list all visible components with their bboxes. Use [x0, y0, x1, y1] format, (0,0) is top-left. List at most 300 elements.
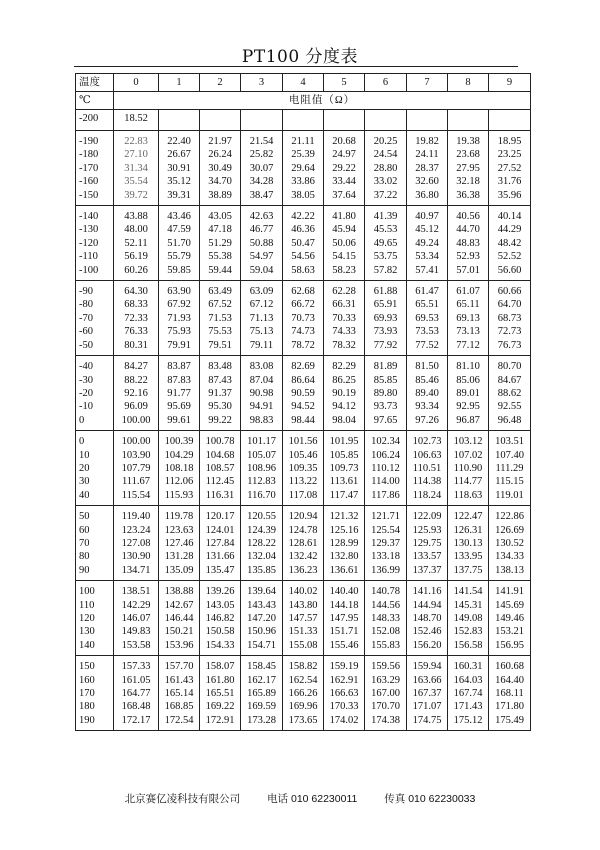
resistance-cell: 118.63 [448, 489, 489, 506]
resistance-cell: 34.28 [241, 175, 283, 188]
resistance-cell: 44.29 [489, 223, 531, 236]
temperature-cell: -20 [76, 387, 114, 400]
resistance-cell: 165.51 [200, 687, 241, 700]
resistance-cell: 40.56 [448, 206, 489, 224]
resistance-cell: 96.87 [448, 414, 489, 431]
resistance-cell: 71.13 [241, 312, 283, 325]
resistance-cell: 137.37 [407, 564, 448, 581]
resistance-cell: 171.43 [448, 700, 489, 713]
col-header: 2 [200, 74, 241, 92]
temperature-cell: -50 [76, 339, 114, 356]
resistance-cell: 123.24 [114, 524, 159, 537]
temperature-cell: -150 [76, 189, 114, 206]
resistance-cell: 130.13 [448, 537, 489, 550]
resistance-cell: 22.83 [114, 131, 159, 149]
resistance-cell: 100.00 [114, 431, 159, 449]
resistance-cell: 90.19 [324, 387, 365, 400]
table-row [76, 687, 531, 700]
resistance-cell: 81.50 [407, 356, 448, 374]
col-header: 8 [448, 74, 489, 92]
temperature-cell: -60 [76, 325, 114, 338]
fax-number: 传真 010 62230033 [384, 793, 476, 805]
table-row [76, 537, 531, 550]
resistance-cell: 89.80 [365, 387, 407, 400]
resistance-cell: 161.05 [114, 674, 159, 687]
table-row [76, 564, 531, 581]
resistance-cell: 25.39 [283, 148, 324, 161]
temperature-cell: -100 [76, 264, 114, 281]
resistance-cell: 48.00 [114, 223, 159, 236]
resistance-cell: 159.94 [407, 656, 448, 674]
resistance-cell: 101.95 [324, 431, 365, 449]
resistance-cell: 100.78 [200, 431, 241, 449]
resistance-cell: 174.02 [324, 714, 365, 731]
resistance-cell: 60.66 [489, 281, 531, 299]
resistance-cell: 25.82 [241, 148, 283, 161]
resistance-cell: 85.46 [407, 374, 448, 387]
resistance-cell: 133.57 [407, 550, 448, 563]
resistance-cell: 61.47 [407, 281, 448, 299]
temperature-cell: -10 [76, 400, 114, 413]
resistance-cell: 43.46 [159, 206, 200, 224]
resistance-cell: 103.12 [448, 431, 489, 449]
resistance-cell: 42.63 [241, 206, 283, 224]
resistance-cell: 150.21 [159, 625, 200, 638]
resistance-cell: 29.64 [283, 162, 324, 175]
resistance-cell: 162.91 [324, 674, 365, 687]
resistance-cell: 94.12 [324, 400, 365, 413]
resistance-cell: 67.52 [200, 298, 241, 311]
temperature-cell: -110 [76, 250, 114, 263]
resistance-cell: 122.86 [489, 506, 531, 524]
resistance-cell: 80.70 [489, 356, 531, 374]
resistance-cell: 95.69 [159, 400, 200, 413]
resistance-cell: 134.71 [114, 564, 159, 581]
resistance-cell: 128.99 [324, 537, 365, 550]
resistance-cell: 151.33 [283, 625, 324, 638]
resistance-cell: 52.52 [489, 250, 531, 263]
resistance-cell: 120.17 [200, 506, 241, 524]
resistance-cell: 171.07 [407, 700, 448, 713]
resistance-cell: 119.40 [114, 506, 159, 524]
resistance-cell: 114.00 [365, 475, 407, 488]
resistance-cell: 105.85 [324, 449, 365, 462]
temperature-cell: -30 [76, 374, 114, 387]
col-header: 7 [407, 74, 448, 92]
resistance-cell: 104.68 [200, 449, 241, 462]
header-row [76, 74, 531, 92]
col-header: 5 [324, 74, 365, 92]
resistance-cell: 28.37 [407, 162, 448, 175]
resistance-cell: 90.98 [241, 387, 283, 400]
resistance-cell: 106.24 [365, 449, 407, 462]
table-row [76, 223, 531, 236]
resistance-cell: 107.79 [114, 462, 159, 475]
temperature-cell: 180 [76, 700, 114, 713]
table-row [76, 449, 531, 462]
resistance-cell: 58.23 [324, 264, 365, 281]
resistance-cell: 107.02 [448, 449, 489, 462]
resistance-cell: 142.29 [114, 599, 159, 612]
resistance-cell: 74.33 [324, 325, 365, 338]
resistance-cell: 138.88 [159, 581, 200, 599]
resistance-cell: 57.01 [448, 264, 489, 281]
resistance-cell: 24.54 [365, 148, 407, 161]
resistance-cell: 105.07 [241, 449, 283, 462]
resistance-cell: 21.97 [200, 131, 241, 149]
table-row [76, 639, 531, 656]
resistance-cell: 115.54 [114, 489, 159, 506]
resistance-cell: 124.39 [241, 524, 283, 537]
resistance-cell: 50.47 [283, 237, 324, 250]
resistance-cell: 107.40 [489, 449, 531, 462]
resistance-cell: 169.96 [283, 700, 324, 713]
company-name: 北京赛亿凌科技有限公司 [124, 793, 241, 805]
table-row [76, 656, 531, 674]
table-row [76, 581, 531, 599]
resistance-cell: 77.52 [407, 339, 448, 356]
resistance-cell: 59.04 [241, 264, 283, 281]
resistance-cell: 146.82 [200, 612, 241, 625]
resistance-cell: 93.34 [407, 400, 448, 413]
resistance-cell: 78.72 [283, 339, 324, 356]
resistance-cell: 24.97 [324, 148, 365, 161]
resistance-cell: 129.37 [365, 537, 407, 550]
pt100-table [75, 73, 531, 731]
resistance-cell: 175.49 [489, 714, 531, 731]
resistance-cell: 119.78 [159, 506, 200, 524]
resistance-cell: 103.51 [489, 431, 531, 449]
resistance-cell: 137.75 [448, 564, 489, 581]
resistance-cell: 136.23 [283, 564, 324, 581]
resistance-cell: 75.93 [159, 325, 200, 338]
resistance-cell: 97.26 [407, 414, 448, 431]
resistance-cell: 125.93 [407, 524, 448, 537]
resistance-cell: 114.38 [407, 475, 448, 488]
resistance-cell: 132.80 [324, 550, 365, 563]
resistance-cell: 68.73 [489, 312, 531, 325]
resistance-cell: 30.07 [241, 162, 283, 175]
resistance-cell: 174.38 [365, 714, 407, 731]
temperature-cell: 110 [76, 599, 114, 612]
resistance-cell: 69.53 [407, 312, 448, 325]
resistance-cell: 146.44 [159, 612, 200, 625]
resistance-cell: 84.67 [489, 374, 531, 387]
resistance-cell: 126.69 [489, 524, 531, 537]
phone-number: 电话 010 62230011 [267, 793, 358, 805]
table-row [76, 356, 531, 374]
table-row [76, 524, 531, 537]
resistance-cell: 166.26 [283, 687, 324, 700]
resistance-cell: 84.27 [114, 356, 159, 374]
resistance-cell: 140.78 [365, 581, 407, 599]
resistance-cell: 98.04 [324, 414, 365, 431]
resistance-cell: 87.43 [200, 374, 241, 387]
resistance-cell: 174.75 [407, 714, 448, 731]
resistance-cell: 92.16 [114, 387, 159, 400]
resistance-cell: 130.90 [114, 550, 159, 563]
resistance-cell: 112.83 [241, 475, 283, 488]
temperature-cell: -190 [76, 131, 114, 149]
resistance-cell: 37.22 [365, 189, 407, 206]
resistance-cell: 79.91 [159, 339, 200, 356]
resistance-cell: 44.70 [448, 223, 489, 236]
resistance-cell: 124.01 [200, 524, 241, 537]
resistance-cell: 49.24 [407, 237, 448, 250]
resistance-cell: 158.82 [283, 656, 324, 674]
resistance-cell: 122.47 [448, 506, 489, 524]
resistance-cell: 148.70 [407, 612, 448, 625]
resistance-cell: 33.02 [365, 175, 407, 188]
resistance-cell: 52.11 [114, 237, 159, 250]
resistance-cell: 163.66 [407, 674, 448, 687]
resistance-cell: 27.52 [489, 162, 531, 175]
resistance-cell: 159.19 [324, 656, 365, 674]
resistance-cell: 73.93 [365, 325, 407, 338]
table-row [76, 339, 531, 356]
resistance-cell: 153.58 [114, 639, 159, 656]
resistance-cell: 164.77 [114, 687, 159, 700]
resistance-cell: 62.28 [324, 281, 365, 299]
resistance-cell: 117.86 [365, 489, 407, 506]
resistance-cell: 56.60 [489, 264, 531, 281]
resistance-cell: 138.51 [114, 581, 159, 599]
temperature-cell: -140 [76, 206, 114, 224]
resistance-cell [407, 110, 448, 131]
resistance-cell [365, 110, 407, 131]
resistance-cell: 108.57 [200, 462, 241, 475]
resistance-cell: 81.89 [365, 356, 407, 374]
resistance-cell: 36.38 [448, 189, 489, 206]
table-row [76, 325, 531, 338]
resistance-cell: 82.29 [324, 356, 365, 374]
resistance-cell: 100.39 [159, 431, 200, 449]
resistance-cell: 76.73 [489, 339, 531, 356]
temperature-cell: 40 [76, 489, 114, 506]
resistance-cell: 152.08 [365, 625, 407, 638]
resistance-cell: 73.13 [448, 325, 489, 338]
resistance-cell: 94.52 [283, 400, 324, 413]
resistance-cell: 115.93 [159, 489, 200, 506]
table-row [76, 312, 531, 325]
resistance-cell: 127.08 [114, 537, 159, 550]
temperature-cell: 30 [76, 475, 114, 488]
resistance-cell: 154.71 [241, 639, 283, 656]
table-row [76, 599, 531, 612]
resistance-cell: 38.47 [241, 189, 283, 206]
resistance-cell: 112.45 [200, 475, 241, 488]
resistance-cell: 75.13 [241, 325, 283, 338]
resistance-cell: 102.73 [407, 431, 448, 449]
resistance-cell: 141.91 [489, 581, 531, 599]
resistance-cell: 131.28 [159, 550, 200, 563]
resistance-cell: 111.67 [114, 475, 159, 488]
resistance-cell: 99.22 [200, 414, 241, 431]
resistance-cell: 123.63 [159, 524, 200, 537]
footer [0, 791, 600, 806]
resistance-cell: 139.26 [200, 581, 241, 599]
resistance-cell: 28.80 [365, 162, 407, 175]
table-row [76, 674, 531, 687]
resistance-cell: 47.18 [200, 223, 241, 236]
resistance-cell: 69.93 [365, 312, 407, 325]
resistance-cell: 30.91 [159, 162, 200, 175]
resistance-cell: 79.51 [200, 339, 241, 356]
resistance-cell: 167.00 [365, 687, 407, 700]
col-header: 6 [365, 74, 407, 92]
resistance-cell: 62.68 [283, 281, 324, 299]
resistance-cell: 143.43 [241, 599, 283, 612]
col-header: 3 [241, 74, 283, 92]
temperature-cell: -120 [76, 237, 114, 250]
resistance-cell: 171.80 [489, 700, 531, 713]
resistance-cell: 146.07 [114, 612, 159, 625]
resistance-cell: 77.12 [448, 339, 489, 356]
table-row [76, 612, 531, 625]
table-row [76, 431, 531, 449]
resistance-cell: 136.99 [365, 564, 407, 581]
temperature-cell: -200 [76, 110, 114, 131]
table-row [76, 506, 531, 524]
resistance-cell: 135.47 [200, 564, 241, 581]
resistance-cell: 63.09 [241, 281, 283, 299]
resistance-cell: 150.96 [241, 625, 283, 638]
resistance-cell: 109.73 [324, 462, 365, 475]
resistance-cell: 157.33 [114, 656, 159, 674]
resistance-cell: 26.67 [159, 148, 200, 161]
table-row [76, 414, 531, 431]
resistance-cell: 143.05 [200, 599, 241, 612]
resistance-cell: 33.44 [324, 175, 365, 188]
resistance-cell: 127.46 [159, 537, 200, 550]
temperature-cell: 10 [76, 449, 114, 462]
resistance-cell: 135.09 [159, 564, 200, 581]
resistance-cell: 158.45 [241, 656, 283, 674]
resistance-cell: 94.91 [241, 400, 283, 413]
resistance-cell: 104.29 [159, 449, 200, 462]
col-header: 4 [283, 74, 324, 92]
resistance-cell: 167.37 [407, 687, 448, 700]
resistance-cell: 27.95 [448, 162, 489, 175]
table-row [76, 131, 531, 149]
resistance-cell: 144.94 [407, 599, 448, 612]
resistance-cell: 133.95 [448, 550, 489, 563]
resistance-cell: 132.42 [283, 550, 324, 563]
resistance-cell: 164.03 [448, 674, 489, 687]
resistance-cell: 155.46 [324, 639, 365, 656]
resistance-cell [159, 110, 200, 131]
resistance-cell: 51.70 [159, 237, 200, 250]
resistance-cell: 32.18 [448, 175, 489, 188]
temperature-cell: -170 [76, 162, 114, 175]
resistance-cell: 152.46 [407, 625, 448, 638]
table-row [76, 714, 531, 731]
temp-header: 温度 [76, 74, 114, 92]
resistance-cell: 30.49 [200, 162, 241, 175]
resistance-cell: 149.83 [114, 625, 159, 638]
temperature-cell: -70 [76, 312, 114, 325]
resistance-cell: 139.64 [241, 581, 283, 599]
resistance-cell: 20.68 [324, 131, 365, 149]
resistance-cell: 103.90 [114, 449, 159, 462]
temperature-cell: 50 [76, 506, 114, 524]
temperature-cell: -40 [76, 356, 114, 374]
resistance-cell: 129.75 [407, 537, 448, 550]
resistance-cell: 83.87 [159, 356, 200, 374]
resistance-cell: 37.64 [324, 189, 365, 206]
resistance-cell: 91.37 [200, 387, 241, 400]
resistance-cell: 119.01 [489, 489, 531, 506]
resistance-cell: 78.32 [324, 339, 365, 356]
temperature-cell: 60 [76, 524, 114, 537]
resistance-cell: 106.63 [407, 449, 448, 462]
resistance-cell: 135.85 [241, 564, 283, 581]
resistance-cell: 64.30 [114, 281, 159, 299]
resistance-cell: 54.97 [241, 250, 283, 263]
table-row [76, 264, 531, 281]
resistance-cell: 45.53 [365, 223, 407, 236]
resistance-cell: 90.59 [283, 387, 324, 400]
resistance-cell: 110.51 [407, 462, 448, 475]
resistance-cell: 156.20 [407, 639, 448, 656]
resistance-cell: 54.56 [283, 250, 324, 263]
resistance-cell: 48.42 [489, 237, 531, 250]
resistance-cell: 113.61 [324, 475, 365, 488]
resistance-cell: 50.88 [241, 237, 283, 250]
resistance-cell: 55.38 [200, 250, 241, 263]
resistance-cell: 35.96 [489, 189, 531, 206]
resistance-cell: 168.48 [114, 700, 159, 713]
table-row [76, 148, 531, 161]
resistance-cell: 121.32 [324, 506, 365, 524]
resistance-cell: 31.34 [114, 162, 159, 175]
resistance-cell: 97.65 [365, 414, 407, 431]
resistance-cell: 170.70 [365, 700, 407, 713]
resistance-cell: 52.93 [448, 250, 489, 263]
resistance-cell [200, 110, 241, 131]
resistance-cell: 115.15 [489, 475, 531, 488]
resistance-cell: 110.12 [365, 462, 407, 475]
resistance-cell: 175.12 [448, 714, 489, 731]
resistance-cell: 40.97 [407, 206, 448, 224]
resistance-cell: 69.13 [448, 312, 489, 325]
resistance-cell: 64.70 [489, 298, 531, 311]
resistance-cell: 124.78 [283, 524, 324, 537]
table-row [76, 110, 531, 131]
resistance-cell: 92.55 [489, 400, 531, 413]
resistance-cell: 72.33 [114, 312, 159, 325]
temperature-cell: 160 [76, 674, 114, 687]
title-rule [74, 66, 518, 67]
resistance-cell: 170.33 [324, 700, 365, 713]
resistance-cell: 39.72 [114, 189, 159, 206]
resistance-cell: 76.33 [114, 325, 159, 338]
resistance-cell: 145.31 [448, 599, 489, 612]
resistance-cell: 23.68 [448, 148, 489, 161]
resistance-cell: 18.52 [114, 110, 159, 131]
resistance-cell: 149.08 [448, 612, 489, 625]
resistance-cell: 151.71 [324, 625, 365, 638]
col-header: 0 [114, 74, 159, 92]
temperature-cell: 90 [76, 564, 114, 581]
resistance-cell: 153.96 [159, 639, 200, 656]
resistance-cell: 61.07 [448, 281, 489, 299]
resistance-cell: 82.69 [283, 356, 324, 374]
resistance-cell: 145.69 [489, 599, 531, 612]
temperature-cell: 150 [76, 656, 114, 674]
resistance-cell: 65.51 [407, 298, 448, 311]
table-row [76, 550, 531, 563]
